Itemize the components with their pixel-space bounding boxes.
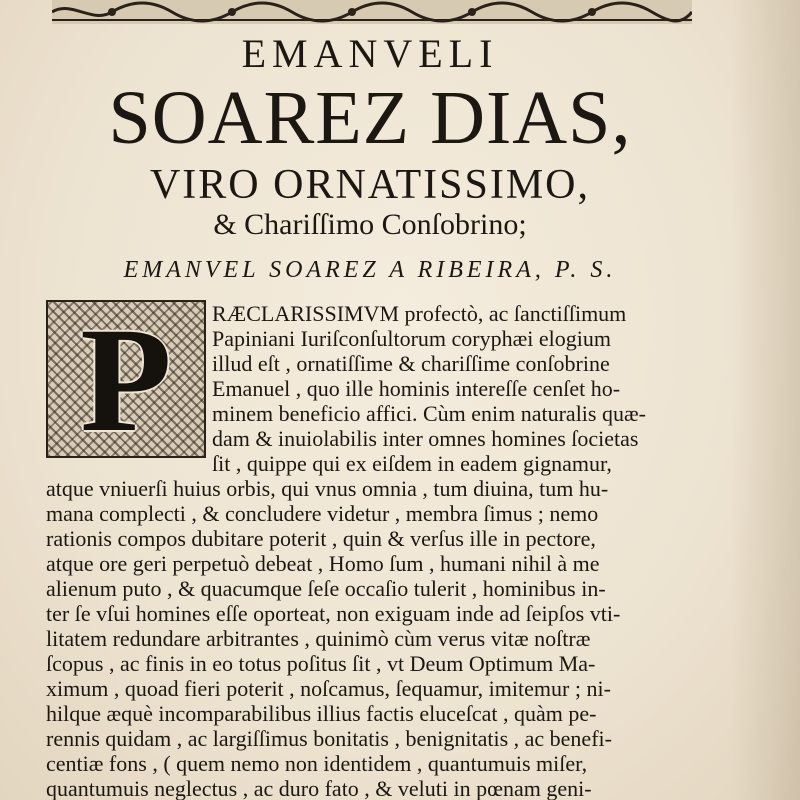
body-line: ſcopus , ac finis in eo totus poſitus ſit , vt Deum Optimum Ma- [46, 651, 596, 676]
body-line: ter ſe vſui homines eſſe oporteat, non exiguam inde ad ſeipſos vti- [46, 601, 621, 626]
body-line: hilque æquè incomparabilibus illius factis eluceſcat , quàm pe- [46, 701, 597, 726]
body-line: ximum , quoad fieri poterit , noſcamus, ſequamur, imitemur ; ni- [46, 676, 611, 701]
decorated-initial-letter: P [80, 297, 172, 463]
body-line: Emanuel , quo ille hominis intereſſe cenſet ho- [212, 376, 621, 401]
heading-line-3: VIRO ORNATISSIMO, [149, 162, 591, 208]
body-line: atque ore geri perpetuò debeat , Homo ſum , humani nihil à me [46, 551, 600, 576]
heading-line-1: EMANVELI [241, 31, 499, 76]
body-line: mana complecti , & concludere videtur , membra ſimus ; nemo [46, 501, 599, 526]
body-line: dam & inuiolabilis inter omnes homines ſocietas [212, 426, 639, 451]
heading-line-2: SOAREZ DIAS, [108, 76, 632, 160]
body-line: atque vniuerſi huius orbis, qui vnus omnia , tum diuina, tum hu- [46, 476, 609, 501]
body-line: Papiniani Iuriſconſultorum coryphæi elogium [212, 326, 611, 351]
body-line: ſit , quippe qui ex eiſdem in eadem gignamur, [212, 451, 612, 476]
body-line: alienum puto , & quacumque ſeſe occaſio tulerit , hominibus in- [46, 576, 606, 601]
body-line: minem beneficio affici. Cùm enim naturalis quæ- [212, 401, 646, 426]
body-line: quantumuis neglectus , ac duro fato , & veluti in pœnam geni- [46, 776, 592, 800]
body-line: rennis quidam , ac largiſſimus bonitatis , benignitatis , ac benefi- [46, 726, 612, 751]
body-line: RÆCLARISSIMVM profectò, ac ſanctiſſimum [212, 301, 627, 326]
body-line: rationis compos dubitare poterit , quin & verſus ille in pectore, [46, 526, 596, 551]
heading-line-4: & Chariſſimo Conſobrino; [213, 208, 527, 241]
decorated-initial [46, 297, 206, 463]
salutation-line: EMANVEL SOAREZ A RIBEIRA, P. S. [123, 257, 617, 283]
body-line: centiæ fons , ( quem nemo non identidem , quantumuis miſer, [46, 751, 588, 776]
header-ornament-band [52, 0, 692, 24]
body-line: illud eſt , ornatiſſime & chariſſime conſobrine [212, 351, 610, 376]
body-line: litatem redundare arbitrantes , quinimò cùm verus vitæ noſtræ [46, 626, 591, 651]
